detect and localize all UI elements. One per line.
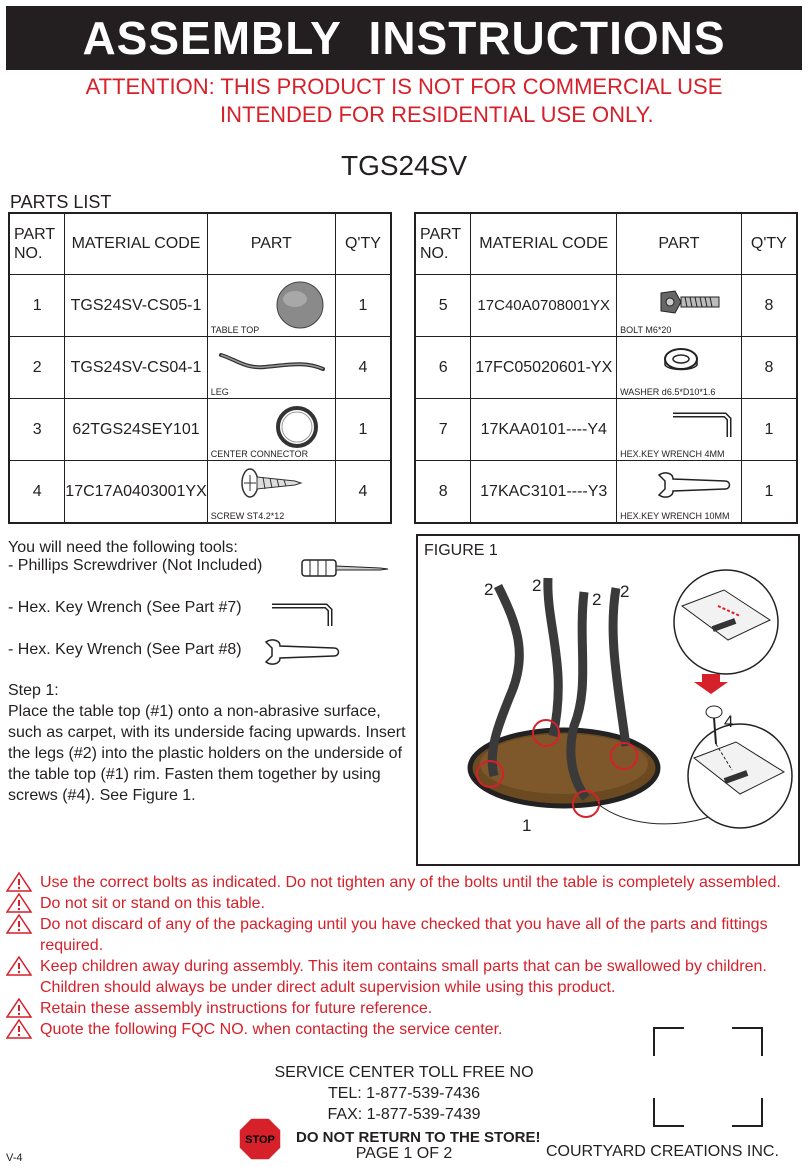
part-qty: 8	[741, 337, 797, 399]
callout-screw: 4	[724, 712, 734, 731]
warning-text: Quote the following FQC NO. when contacting the service center.	[40, 1021, 503, 1038]
figure-1	[416, 534, 800, 866]
parts-table-right	[414, 212, 798, 524]
material-code: 17C17A0403001YX	[65, 461, 207, 524]
warning-icon	[6, 872, 40, 892]
warning-icon	[6, 998, 40, 1018]
part-cell	[207, 337, 335, 399]
part-name: SCREW ST4.2*12	[210, 511, 285, 521]
warning-item	[6, 998, 796, 1019]
washer-illustration	[661, 345, 701, 377]
warning-item	[6, 914, 796, 956]
figure-illustration	[418, 536, 798, 864]
col-header-qty: Q'TY	[741, 213, 797, 275]
col-header-no: PART NO.	[9, 213, 65, 275]
material-code: TGS24SV-CS05-1	[65, 275, 207, 337]
stop-label: STOP	[245, 1134, 275, 1146]
warnings-list	[6, 872, 796, 1040]
part-no: 8	[415, 461, 471, 524]
warning-item	[6, 956, 796, 998]
warning-item	[6, 872, 796, 893]
part-no: 7	[415, 399, 471, 461]
warning-text: Do not sit or stand on this table.	[40, 895, 266, 912]
warning-icon	[6, 914, 40, 934]
service-center-title: SERVICE CENTER TOLL FREE NO	[274, 1064, 534, 1081]
table-row	[9, 337, 391, 399]
tool-hex-key-8: - Hex. Key Wrench (See Part #8)	[8, 641, 242, 658]
part-no: 5	[415, 275, 471, 337]
part-qty: 1	[335, 399, 391, 461]
part-qty: 1	[741, 399, 797, 461]
warning-text: Do not discard of any of the packaging until you have checked that you have all of the parts and fittings required.	[40, 916, 768, 954]
tools-intro: You will need the following tools:	[8, 539, 238, 556]
col-header-qty: Q'TY	[335, 213, 391, 275]
part-qty: 1	[335, 275, 391, 337]
warning-text: Retain these assembly instructions for future reference.	[40, 1000, 433, 1017]
screw-illustration	[239, 465, 305, 505]
part-name: TABLE TOP	[210, 325, 260, 335]
center-connector-illustration	[273, 403, 321, 451]
hex-key-icon	[270, 598, 336, 628]
warning-text: Use the correct bolts as indicated. Do not tighten any of the bolts until the table is completely assembled.	[40, 874, 781, 891]
tool-hex-key-7: - Hex. Key Wrench (See Part #7)	[8, 599, 242, 616]
part-qty: 4	[335, 461, 391, 524]
material-code: 62TGS24SEY101	[65, 399, 207, 461]
material-code: 17FC05020601-YX	[471, 337, 617, 399]
parts-table-left	[8, 212, 392, 524]
leg-illustration	[215, 347, 327, 381]
part-cell	[617, 275, 742, 337]
part-no: 3	[9, 399, 65, 461]
bolt-illustration	[657, 287, 723, 317]
table-row	[415, 399, 797, 461]
part-name: LEG	[210, 387, 229, 397]
hex-key-4mm-illustration	[671, 407, 735, 441]
warning-item	[6, 893, 796, 914]
open-wrench-illustration	[655, 469, 735, 499]
service-fax: FAX: 1-877-539-7439	[327, 1106, 481, 1123]
part-no: 4	[9, 461, 65, 524]
callout-leg: 2	[484, 580, 494, 599]
parts-list-title: PARTS LIST	[10, 192, 112, 212]
part-name: CENTER CONNECTOR	[210, 449, 309, 459]
service-tel: TEL: 1-877-539-7436	[327, 1085, 481, 1102]
part-name: HEX.KEY WRENCH 10MM	[620, 511, 730, 521]
col-header-part: PART	[207, 213, 335, 275]
callout-table-top: 1	[522, 816, 532, 835]
part-no: 1	[9, 275, 65, 337]
part-cell	[207, 275, 335, 337]
part-no: 6	[415, 337, 471, 399]
part-no: 2	[9, 337, 65, 399]
part-cell	[617, 337, 742, 399]
model-number: TGS24SV	[340, 150, 468, 181]
table-row	[9, 399, 391, 461]
step-1	[8, 680, 413, 806]
material-code: 17KAC3101----Y3	[471, 461, 617, 524]
part-qty: 8	[741, 275, 797, 337]
warning-icon	[6, 1019, 40, 1039]
table-row	[415, 337, 797, 399]
table-row	[9, 461, 391, 524]
col-header-code: MATERIAL CODE	[65, 213, 207, 275]
wrench-icon	[262, 636, 344, 668]
do-not-return: DO NOT RETURN TO THE STORE!	[296, 1129, 541, 1146]
part-cell	[617, 399, 742, 461]
table-row	[9, 275, 391, 337]
col-header-code: MATERIAL CODE	[471, 213, 617, 275]
page-title: ASSEMBLY INSTRUCTIONS	[6, 6, 802, 70]
warning-text: Keep children away during assembly. This item contains small parts that can be swallowed by children. Children should always be under direct adult supervision while using this product.	[40, 958, 767, 996]
part-cell	[207, 399, 335, 461]
tool-screwdriver: - Phillips Screwdriver (Not Included)	[8, 557, 263, 574]
part-name: HEX.KEY WRENCH 4MM	[620, 449, 725, 459]
step-1-text: Place the table top (#1) onto a non-abrasive surface, such as carpet, with its underside facing upwards. Insert the legs (#2) into the plastic holders on the underside of the table top (#1) rim. Fasten them together by using screws (#4). See Figure 1.	[8, 703, 406, 804]
callout-leg: 2	[620, 582, 630, 601]
table-top-illustration	[273, 279, 327, 331]
warning-icon	[6, 893, 40, 913]
page-number: PAGE 1 OF 2	[355, 1145, 453, 1162]
company-name: COURTYARD CREATIONS INC.	[546, 1143, 779, 1160]
figure-label: FIGURE 1	[424, 542, 498, 559]
callout-leg: 2	[532, 576, 542, 595]
part-name: BOLT M6*20	[620, 325, 672, 335]
warning-icon	[6, 956, 40, 976]
attention-line-2: INTENDED FOR RESIDENTIAL USE ONLY.	[220, 102, 654, 127]
attention-line-1: ATTENTION: THIS PRODUCT IS NOT FOR COMMERCIAL USE	[85, 74, 723, 99]
screwdriver-icon	[300, 556, 392, 582]
part-cell	[207, 461, 335, 524]
version-label: V-4	[6, 1152, 23, 1164]
material-code: TGS24SV-CS04-1	[65, 337, 207, 399]
part-qty: 4	[335, 337, 391, 399]
material-code: 17C40A0708001YX	[471, 275, 617, 337]
part-cell	[617, 461, 742, 524]
material-code: 17KAA0101----Y4	[471, 399, 617, 461]
col-header-part: PART	[617, 213, 742, 275]
part-qty: 1	[741, 461, 797, 524]
callout-leg: 2	[592, 590, 602, 609]
col-header-no: PART NO.	[415, 213, 471, 275]
service-center	[0, 1062, 808, 1125]
part-name: WASHER d6.5*D10*1.6	[620, 387, 716, 397]
table-row	[415, 461, 797, 524]
step-1-title: Step 1:	[8, 682, 59, 699]
table-row	[415, 275, 797, 337]
